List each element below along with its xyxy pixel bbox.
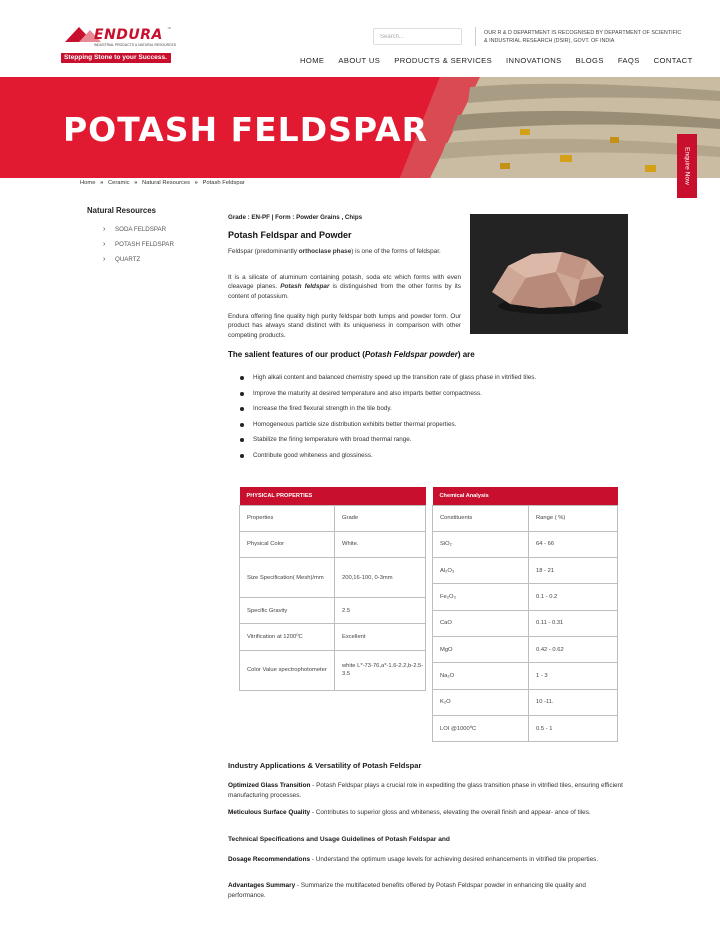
breadcrumb-current: Potash Feldspar <box>202 180 245 186</box>
table-cell: Vitrification at 1200⁰C <box>240 624 335 650</box>
list-item: Increase the fired flexural strength in the tile body. <box>240 405 536 421</box>
table-cell: MgO <box>433 636 529 662</box>
table-row <box>433 610 618 636</box>
table-cell: 64 - 66 <box>529 531 618 557</box>
table-row <box>433 689 618 715</box>
chevron-right-icon: › <box>103 241 106 248</box>
list-item: Homogeneous particle size distribution exhibits better thermal properties. <box>240 421 536 437</box>
surface-quality-paragraph <box>228 808 623 818</box>
paragraph-text: - Understand the optimum usage levels for achieving desired enhancements in vitrified tile properties. <box>310 856 599 863</box>
paragraph-text: - Contributes to superior gloss and whiteness, elevating the overall finish and appear- ance of tiles. <box>310 809 591 816</box>
site-header <box>0 0 720 72</box>
table-cell: 2.5 <box>335 598 426 624</box>
paragraph-lead: Advantages Summary <box>228 882 296 889</box>
main-nav <box>300 56 693 68</box>
table-row <box>240 598 426 624</box>
intro-text-end: ) is one of the forms of feldspar. <box>351 248 441 255</box>
breadcrumb-separator: » <box>134 180 138 186</box>
breadcrumb-separator: » <box>194 180 198 186</box>
intro-bold: orthoclase phase <box>298 248 352 255</box>
paragraph-text: - Potash Feldspar plays a crucial role in expediting the glass transition phase in vitrified tiles, ensuring efficient manufacturing processes. <box>228 782 623 799</box>
table-cell: 10 -11. <box>529 689 618 715</box>
intro-paragraph <box>228 247 461 256</box>
table-row <box>240 531 426 557</box>
nav-about-us[interactable]: ABOUT US <box>338 56 381 65</box>
list-item: High alkali content and balanced chemistry speed up the transition rate of glass phase in vitrified tiles. <box>240 374 536 390</box>
chemical-analysis-table <box>432 487 618 742</box>
table-row <box>240 650 426 690</box>
table-cell: 200,16-100, 0-3mm <box>335 558 426 598</box>
paragraph-lead: Dosage Recommendations <box>228 856 311 863</box>
silicate-bold: Potash feldspar <box>280 283 330 291</box>
table-cell: Excellent <box>335 624 426 650</box>
table-cell: Al₂O₃ <box>433 558 529 584</box>
potash-feldspar-image <box>470 214 628 334</box>
table-cell: 1 - 3 <box>529 663 618 689</box>
breadcrumb <box>80 180 248 186</box>
list-item: Stabilize the firing temperature with broad thermal range. <box>240 436 536 452</box>
header-divider <box>475 27 476 46</box>
salient-text-end: ) are <box>457 350 475 359</box>
product-heading: Potash Feldspar and Powder <box>228 230 352 240</box>
table-cell: Grade <box>335 505 426 531</box>
nav-innovations[interactable]: INNOVATIONS <box>506 56 562 65</box>
table-cell: white L*-73-76,a*-1.6-2.2,b-2.5-3.5 <box>335 650 426 690</box>
breadcrumb-natural-resources[interactable]: Natural Resources <box>142 180 191 186</box>
dsir-notice: OUR R & D DEPARTMENT IS RECOGNISED BY DEPARTMENT OF SCIENTIFIC & INDUSTRIAL RESEARCH (DSIR), GOVT. OF INDIA <box>484 30 682 44</box>
logo-trademark: ™ <box>167 26 171 31</box>
salient-text: The salient features of our product ( <box>228 350 365 359</box>
glass-transition-paragraph <box>228 781 623 800</box>
enquire-now-label: Enquire Now <box>683 147 691 185</box>
table-cell: White. <box>335 531 426 557</box>
table-cell: Properties <box>240 505 335 531</box>
logo-tagline: Stepping Stone to your Success. <box>61 53 171 63</box>
advantages-paragraph <box>228 881 623 900</box>
table-cell: 0.42 - 0.62 <box>529 636 618 662</box>
grade-form-line: Grade : EN-PF | Form : Powder Grains , Chips <box>228 214 363 221</box>
intro-text: Feldspar (predominantly <box>228 248 299 255</box>
table-cell: Physical Color <box>240 531 335 557</box>
features-list <box>240 374 536 467</box>
nav-blogs[interactable]: BLOGS <box>575 56 604 65</box>
salient-italic: Potash Feldspar powder <box>364 350 458 359</box>
table-cell: 0.1 - 0.2 <box>529 584 618 610</box>
table-cell: Na₂O <box>433 663 529 689</box>
nav-faqs[interactable]: FAQS <box>617 56 640 65</box>
technical-specs-heading: Technical Specifications and Usage Guidelines of Potash Feldspar and <box>228 836 450 843</box>
table-cell: Fe₂O₃ <box>433 584 529 610</box>
nav-home[interactable]: HOME <box>300 56 325 65</box>
silicate-text-end: is distinguished from the other forms by its content of potassium. <box>228 283 461 300</box>
table-row <box>433 663 618 689</box>
table-row <box>240 624 426 650</box>
list-item: Contribute good whiteness and glossiness. <box>240 452 536 468</box>
table-header: PHYSICAL PROPERTIES <box>240 487 426 505</box>
enquire-now-button[interactable] <box>677 134 697 198</box>
industry-heading: Industry Applications & Versatility of Potash Feldspar <box>228 761 422 770</box>
silicate-text: It is a silicate of aluminum containing potash, soda etc which forms with even cleavage planes. <box>228 274 461 291</box>
paragraph-lead: Meticulous Surface Quality <box>228 809 311 816</box>
sidebar-item-quartz[interactable] <box>103 256 174 271</box>
endura-logo[interactable] <box>61 26 177 68</box>
table-cell: SiO₂ <box>433 531 529 557</box>
table-cell: 18 - 21 <box>529 558 618 584</box>
sidebar-item-potash-feldspar[interactable] <box>103 241 174 256</box>
table-cell: 0.5 - 1 <box>529 715 618 741</box>
table-cell: Constituents <box>433 505 529 531</box>
breadcrumb-separator: » <box>100 180 104 186</box>
physical-properties-table <box>239 487 426 691</box>
breadcrumb-ceramic[interactable]: Ceramic <box>107 180 130 186</box>
table-row <box>433 636 618 662</box>
chevron-right-icon: › <box>103 256 106 263</box>
list-item: Improve the maturity at desired temperature and also imparts better compactness. <box>240 390 536 406</box>
table-cell: Color Value spectrophotometer <box>240 650 335 690</box>
table-cell: K₂O <box>433 689 529 715</box>
sidebar-item-label: SODA FELDSPAR <box>115 226 167 233</box>
table-cell: Size Specification( Mesh)/mm <box>240 558 335 598</box>
table-cell: CaO <box>433 610 529 636</box>
logo-subtitle: INDUSTRIAL PRODUCTS & NATURAL RESOURCES <box>94 43 177 47</box>
table-row <box>433 584 618 610</box>
salient-features-heading <box>228 350 475 359</box>
breadcrumb-home[interactable]: Home <box>80 180 96 186</box>
nav-products-services[interactable]: PRODUCTS & SERVICES <box>394 56 493 65</box>
chevron-right-icon: › <box>103 226 106 233</box>
sidebar-item-soda-feldspar[interactable] <box>103 226 174 241</box>
offering-paragraph: Endura offering fine quality high purity feldspar both lumps and powder form. Our product has always stand distinct with its uniqueness in comparison with other competing products. <box>228 313 461 339</box>
table-row <box>433 558 618 584</box>
table-cell: 0.11 - 0.31 <box>529 610 618 636</box>
page-title: POTASH FELDSPAR <box>63 110 428 149</box>
search-input[interactable] <box>373 28 462 45</box>
logo-wordmark: ENDURA <box>94 27 163 43</box>
sidebar-item-label: POTASH FELDSPAR <box>115 241 174 248</box>
sidebar-item-label: QUARTZ <box>115 256 141 263</box>
dosage-paragraph <box>228 855 623 865</box>
table-row <box>433 505 618 531</box>
feldspar-rock-illustration <box>470 214 628 334</box>
sidebar-menu <box>103 226 174 271</box>
table-cell: LOI @1000⁰C <box>433 715 529 741</box>
table-row <box>433 531 618 557</box>
table-row <box>240 558 426 598</box>
table-row <box>433 715 618 741</box>
nav-contact[interactable]: CONTACT <box>653 56 693 65</box>
paragraph-lead: Optimized Glass Transition <box>228 782 311 789</box>
sidebar-title: Natural Resources <box>87 206 156 215</box>
paragraph-text: - Summarize the multifaceted benefits offered by Potash Feldspar powder in enhancing tile quality and performance. <box>228 882 586 899</box>
table-cell: Specific Gravity <box>240 598 335 624</box>
table-cell: Range ( %) <box>529 505 618 531</box>
table-row <box>240 505 426 531</box>
silicate-paragraph <box>228 273 461 301</box>
page-banner <box>0 77 720 178</box>
table-header: Chemical Analysis <box>433 487 618 505</box>
